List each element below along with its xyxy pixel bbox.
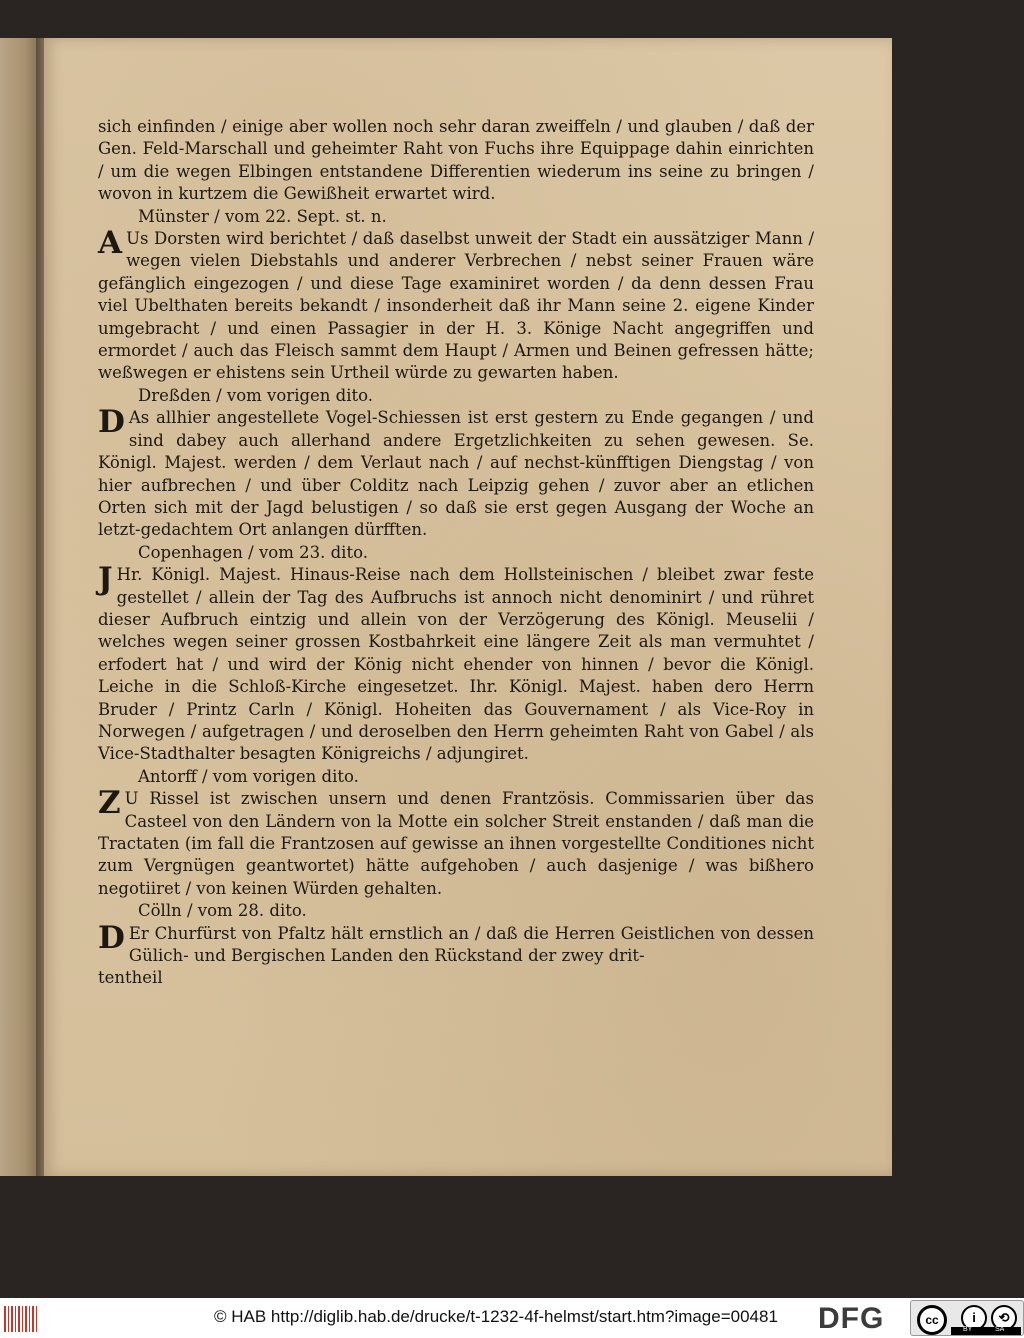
initial-letter: D bbox=[98, 404, 125, 441]
sa-label: SA bbox=[995, 1326, 1005, 1333]
paragraph-body: Er Churfürst von Pfaltz hält ernstlich an / daß die Herren Geistlichen von dessen Gülich- und Bergischen Landen den Rückstand der zwey drit- bbox=[128, 923, 814, 966]
document-page bbox=[44, 38, 892, 1176]
paragraph-dresden bbox=[98, 404, 814, 541]
catchword: tentheil bbox=[98, 968, 163, 988]
initial-letter: Z bbox=[98, 785, 121, 822]
paragraph-antorff bbox=[98, 785, 814, 900]
viewer-footer bbox=[0, 1298, 1024, 1338]
barcode-icon bbox=[4, 1306, 38, 1332]
paragraph-coelln bbox=[98, 919, 814, 968]
cc-license-badge[interactable] bbox=[910, 1300, 1024, 1336]
heading-dresden: Dreßden / vom vorigen dito. bbox=[138, 385, 374, 405]
heading-coelln: Cölln / vom 28. dito. bbox=[138, 901, 307, 921]
paragraph-body: Us Dorsten wird berichtet / daß daselbst unweit der Stadt ein aussätziger Mann / wegen vielen Diebstahls und anderer Verbrechen / nebst seiner Frauen wäre gefänglich eingezogen / und diese Tage examiniret worden / da denn dessen Frau viel Ubelthaten bereits bekandt / insonderheit daß ihr Mann seine 2. eigene Kinder umgebracht / und einen Passagier in der H. 3. Könige Nacht angegriffen und ermordet / auch das Fleisch sammt dem Haupt / Armen und Beinen gefressen hätte; weßwegen er ehistens sein Urtheil würde zu gewarten haben. bbox=[98, 229, 814, 383]
paragraph-intro: sich einfinden / einige aber wollen noch sehr daran zweiffeln / und glauben / daß der Gen. Feld-Marschall und geheimter Raht von Fuchs ihre Equippage dahin einrichten / um die wegen Elbingen entstandene Differentien wiederum ins seine zu bringen / wovon in kurtzem die Gewißheit erwartet wird. bbox=[98, 117, 814, 204]
heading-muenster: Münster / vom 22. Sept. st. n. bbox=[138, 206, 387, 226]
initial-letter: D bbox=[98, 919, 125, 956]
share-alike-icon: ⟲ bbox=[991, 1305, 1017, 1331]
attribution-icon: i bbox=[961, 1305, 987, 1331]
page-text bbox=[98, 116, 814, 990]
dfg-logo: DFG bbox=[818, 1302, 885, 1335]
cc-icon: cc bbox=[917, 1305, 947, 1335]
by-label: BY bbox=[963, 1326, 973, 1333]
paragraph-muenster bbox=[98, 225, 814, 385]
initial-letter: A bbox=[98, 225, 123, 262]
paragraph-copenhagen bbox=[98, 561, 814, 766]
license-label-bar bbox=[951, 1327, 1021, 1335]
heading-antorff: Antorff / vom vorigen dito. bbox=[138, 766, 359, 786]
heading-copenhagen: Copenhagen / vom 23. dito. bbox=[138, 542, 368, 562]
paragraph-body: Hr. Königl. Majest. Hinaus-Reise nach dem Hollsteinischen / bleibet zwar feste gestellet / allein der Tag des Aufbruchs ist annoch nicht denominirt / und rühret dieser Aufbruch eintzig und allein von der Verzögerung des Königl. Meuselii / welches wegen seiner grossen Kostbahrkeit eine längere Zeit als man vermuhtet / erfodert hat / und wird der König nicht ehender von hinnen / bevor die Königl. Leiche in die Schloß-Kirche eingesetzet. Ihr. Königl. Majest. haben dero Herrn Bruder / Printz Carln / Königl. Hoheiten das Gouvernament / als Vice-Roy in Norwegen / aufgetragen / und deroselben den Herrn geheimten Raht von Gabel / als Vice-Stadthalter besagten Königreichs / adjungiret. bbox=[98, 565, 814, 764]
initial-letter: J bbox=[98, 561, 113, 598]
source-link[interactable]: © HAB http://diglib.hab.de/drucke/t-1232-4f-helmst/start.htm?image=00481 bbox=[214, 1307, 778, 1326]
paragraph-body: U Rissel ist zwischen unsern und denen Frantzösis. Commissarien über das Casteel von den Ländern von la Motte ein solcher Streit enstanden / daß man die Tractaten (im fall die Frantzosen auf gewisse an ihnen vorgestellte Conditiones nicht zum Vergnügen geantwortet) hätte aufgehoben / auch dasjenige / was bißhero negotiiret / von keinen Würden gehalten. bbox=[98, 789, 814, 898]
paragraph-body: As allhier angestellete Vogel-Schiessen ist erst gestern zu Ende gegangen / und sind dabey auch allerhand andere Ergetzlichkeiten zu sehen gewesen. Se. Königl. Majest. werden / dem Verlaut nach / auf nechst-künfftigen Diengstag / von hier aufbrechen / und über Colditz nach Leipzig gehen / zuvor aber an etlichen Orten sich mit der Jagd belustigen / so daß sie erst gegen Ausgang der Woche an letzt-gedachtem Ort anlangen dürfften. bbox=[98, 408, 814, 540]
